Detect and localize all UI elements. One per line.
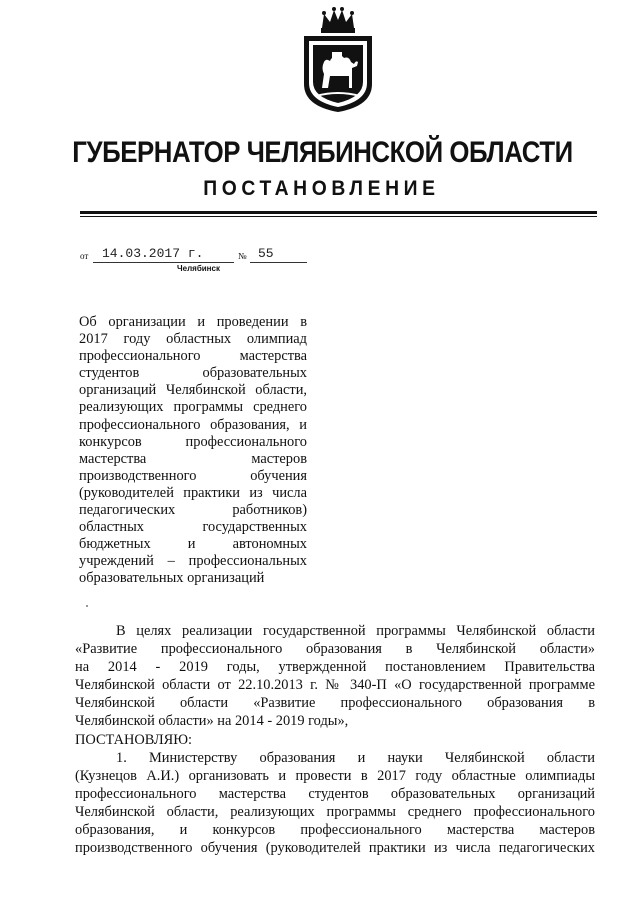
body-line: «Развитие профессионального образования в Челябинской области»	[75, 641, 595, 658]
subject-line: Об организации и проведении в	[79, 314, 307, 330]
date-label: от	[80, 251, 89, 261]
city-name: Челябинск	[177, 264, 220, 273]
header-divider-thick	[80, 211, 597, 214]
header-divider-thin	[80, 216, 597, 217]
resolution-heading: ПОСТАНОВЛЯЮ:	[75, 731, 193, 748]
body-line: Челябинской области от 22.10.2013 г. № 340-П «О государственной программе	[75, 677, 595, 694]
number-underline	[250, 262, 307, 263]
scan-mark	[86, 605, 88, 607]
coat-of-arms-emblem	[294, 6, 382, 114]
document-type: ПОСТАНОВЛЕНИЕ	[203, 177, 440, 200]
subject-line: конкурсов профессионального	[79, 433, 307, 450]
subject-line: педагогических работников)	[79, 502, 307, 519]
subject-line: образовательных организаций	[79, 570, 265, 587]
subject-line: студентов образовательных	[79, 365, 307, 382]
body-line: производственного обучения (руководителей практики из числа педагогических	[75, 840, 595, 857]
subject-line: профессионального мастерства	[79, 348, 307, 365]
body-line: 1. Министерству образования и науки Челябинской области	[116, 749, 595, 766]
number-label: №	[238, 251, 247, 261]
subject-line: бюджетных и автономных	[79, 536, 307, 553]
subject-line: мастерства мастеров	[79, 450, 307, 467]
date-underline	[93, 262, 234, 263]
document-title: ГУБЕРНАТОР ЧЕЛЯБИНСКОЙ ОБЛАСТИ	[72, 136, 573, 169]
body-line: Челябинской области, реализующих программы среднего профессионального	[75, 803, 595, 820]
date-value: 14.03.2017 г.	[102, 246, 204, 261]
body-line: В целях реализации государственной программы Челябинской области	[116, 623, 595, 639]
subject-line: реализующих программы среднего	[79, 399, 307, 416]
document-body	[75, 622, 595, 857]
document-subject	[79, 314, 307, 588]
body-line: образования, и конкурсов профессионального мастерства мастеров	[75, 822, 595, 839]
document-meta	[80, 246, 320, 266]
subject-line: производственного обучения	[79, 467, 307, 484]
subject-line: областных государственных	[79, 519, 307, 536]
body-line: профессионального мастерства студентов образовательных организаций	[75, 785, 595, 802]
subject-line: профессионального образования, и	[79, 416, 307, 433]
subject-line: 2017 году областных олимпиад	[79, 331, 307, 348]
subject-line: (руководителей практики из числа	[79, 484, 307, 501]
body-line: Челябинской области» на 2014 - 2019 годы»,	[75, 713, 349, 730]
number-value: 55	[258, 246, 274, 261]
body-line: Челябинской области «Развитие профессионального образования в	[75, 695, 595, 712]
body-line: на 2014 - 2019 годы, утвержденной постановлением Правительства	[75, 659, 595, 676]
subject-line: учреждений – профессиональных	[79, 553, 307, 570]
subject-line: организаций Челябинской области,	[79, 382, 307, 399]
body-line: (Кузнецов А.И.) организовать и провести в 2017 году областные олимпиады	[75, 767, 595, 784]
